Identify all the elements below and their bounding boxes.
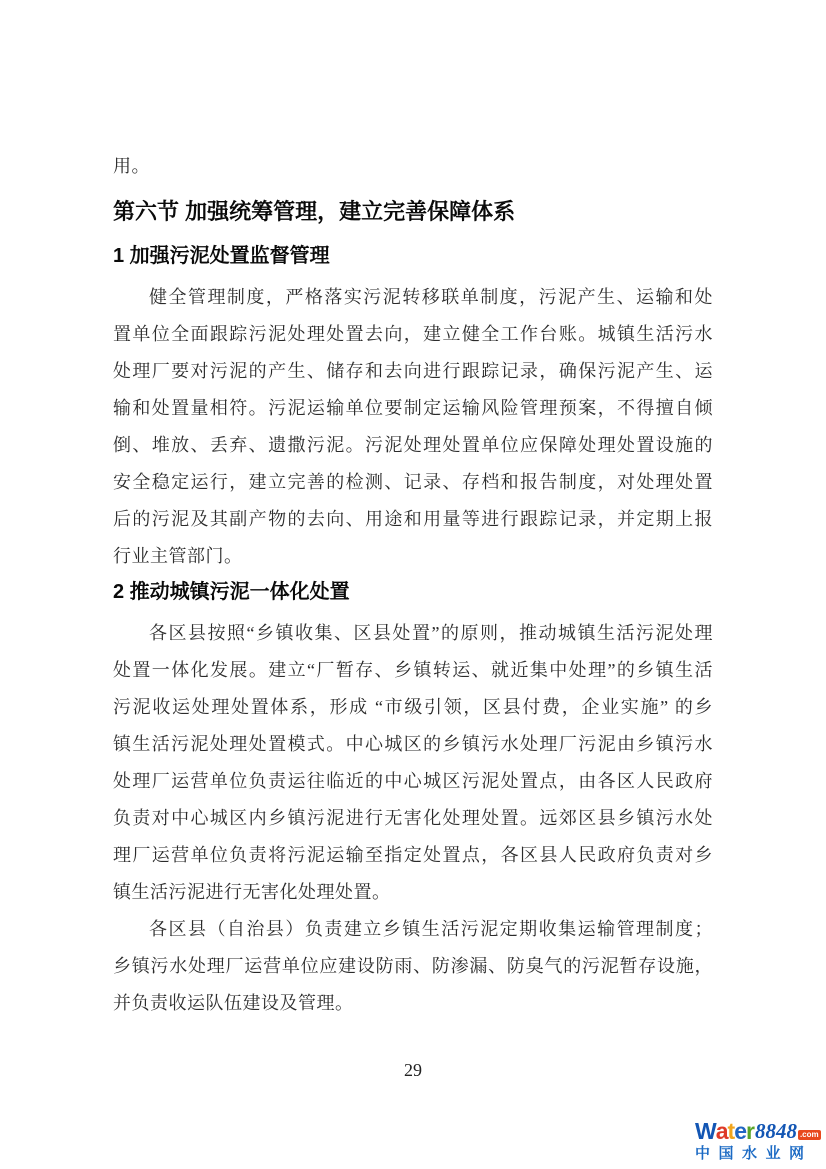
paragraph: [113, 911, 713, 1022]
paragraph: [113, 615, 713, 911]
page-content: [113, 0, 713, 1022]
brand-letter: W: [695, 1118, 716, 1144]
text-line: 乡镇污水处理厂运营单位应建设防雨、防渗漏、防臭气的污泥暂存设施，: [113, 956, 713, 976]
text-line: 各区县按照“乡镇收集、区县处置”的原则，推动城镇生活污泥处理: [149, 623, 713, 643]
text-line: 处理厂运营单位负责运往临近的中心城区污泥处置点，由各区人民政府: [113, 771, 713, 791]
text-line: 负责对中心城区内乡镇污泥进行无害化处理处置。远郊区县乡镇污水处: [113, 808, 713, 828]
text-line: 后的污泥及其副产物的去向、用途和用量等进行跟踪记录，并定期上报: [113, 509, 713, 529]
text-line: 倒、堆放、丢弃、遗撒污泥。污泥处理处置单位应保障处理处置设施的: [113, 435, 713, 455]
text-line: 行业主管部门。: [113, 546, 243, 566]
text-line: 并负责收运队伍建设及管理。: [113, 993, 354, 1013]
subsection-2-heading: 2 推动城镇污泥一体化处置: [113, 581, 350, 603]
water8848-logo: [695, 1119, 823, 1163]
brand-letter: e: [734, 1118, 746, 1144]
text-line: 处置一体化发展。建立“厂暂存、乡镇转运、就近集中处理”的乡镇生活: [113, 660, 713, 680]
text-line: 镇生活污泥处理处置模式。中心城区的乡镇污水处理厂污泥由乡镇污水: [113, 734, 713, 754]
text-line: 理厂运营单位负责将污泥运输至指定处置点，各区县人民政府负责对乡: [113, 845, 713, 865]
text-line: 污泥收运处理处置体系，形成 “市级引领，区县付费，企业实施” 的乡: [113, 697, 713, 717]
page-number: 29: [404, 1060, 422, 1080]
paragraph: [113, 279, 713, 575]
section-heading: 第六节 加强统筹管理，建立完善保障体系: [113, 199, 516, 224]
text-line: 镇生活污泥进行无害化处理处置。: [113, 882, 391, 902]
subsection-1-heading: 1 加强污泥处置监督管理: [113, 245, 330, 267]
brand-number: 8848: [754, 1119, 797, 1143]
text-line: 健全管理制度，严格落实污泥转移联单制度，污泥产生、运输和处: [149, 287, 713, 307]
logo-subtitle: 中国水业网: [695, 1145, 813, 1162]
text-line: 置单位全面跟踪污泥处理处置去向，建立健全工作台账。城镇生活污水: [113, 324, 713, 344]
text-line: 处理厂要对污泥的产生、储存和去向进行跟踪记录，确保污泥产生、运: [113, 361, 713, 381]
brand-letter: a: [715, 1118, 728, 1144]
text-line: 安全稳定运行，建立完善的检测、记录、存档和报告制度，对处理处置: [113, 472, 713, 492]
brand-tld-badge: .com: [799, 1130, 819, 1139]
brand-letter: r: [745, 1118, 754, 1144]
text-line: 各区县（自治县）负责建立乡镇生活污泥定期收集运输管理制度；: [149, 919, 713, 939]
carryover-text: 用。: [113, 156, 150, 176]
brand-letter: t: [727, 1118, 735, 1144]
text-line: 输和处置量相符。污泥运输单位要制定运输风险管理预案，不得擅自倾: [113, 398, 713, 418]
water8848-wordmark: [695, 1119, 823, 1143]
